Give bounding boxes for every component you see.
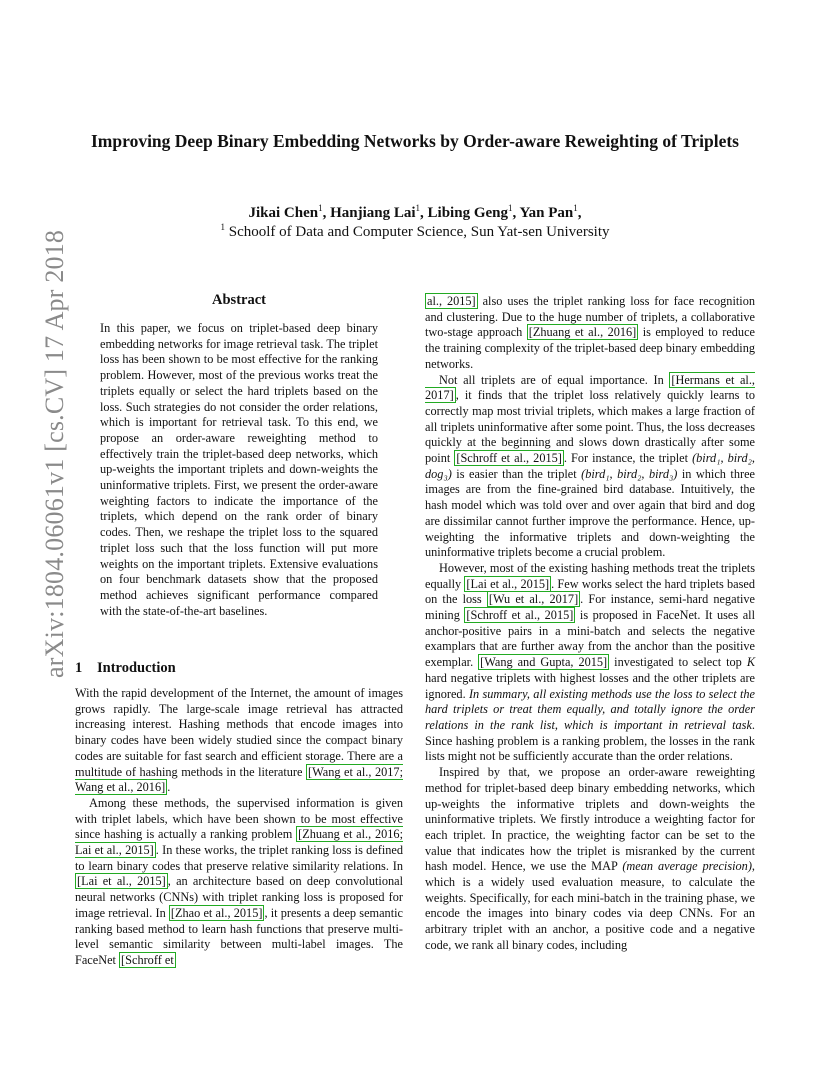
emphasized-text: (bird₁, bird₂, bird₃) [581,466,678,481]
citation-link[interactable]: [Zhuang et al., 2016] [528,325,637,340]
section-number: 1 [75,660,83,676]
citation-link[interactable]: [Wang and Gupta, 2015] [480,655,608,670]
left-column-body [75,686,403,969]
citation-link[interactable]: [Zhao et al., 2015] [170,905,263,920]
intro-paragraph-5 [425,765,755,953]
intro-paragraph-3 [425,373,755,561]
body-text: in which three images are from the fine-grained bird database. Intuitively, the hash model which was told over and over again that bird and dog are dissimilar cannot further improve the performance. Hence, up-weighting the informative triplets and down-weighting the uninformative triplets become a crucial problem. [425,466,755,560]
body-text: is proposed in FaceNet. It uses all anchor-positive pairs in a mini-batch and selects the negative examplars that are further away from the anchor than the positive exemplar. [425,608,756,670]
right-column-body [425,294,755,954]
author-name: Jikai Chen [248,205,319,221]
section-title: Introduction [97,660,176,676]
body-text: However, most of the existing hashing methods treat the triplets equally [425,560,755,591]
author-affiliation-mark: 1 [573,203,578,213]
abstract-text [100,321,378,619]
citation-link[interactable]: [Zhuang et al., 2016; Lai et al., 2015] [75,827,403,858]
body-text: , an architecture based on deep convolutional neural networks (CNNs) with triplet ranking loss is proposed for image retrieval. In [75,874,403,920]
emphasized-text: In summary, all existing methods use the loss to select the hard triplets or treat them equally, and totally ignore the order relations in the rank list, which is important in retrieval task [425,686,755,732]
body-text: . Few works select the hard triplets based on the loss [425,576,755,607]
body-text: investigated to select top [609,655,747,670]
body-text: is employed to reduce the training complexity of the triplet-based deep binary embedding networks. [425,325,755,371]
author-name: Hanjiang Lai [330,205,416,221]
abstract-paragraph: In this paper, we focus on triplet-based deep binary embedding networks for image retrieval task. The triplet loss has been shown to be most effective for the ranking problem. However, most of the previous works treat the triplets equally or select the hard triplets based on the loss. Such strategies do not consider the order relations, which is important for retrieval task. To this end, we propose an order-aware reweighting method to effectively train the triplet-based deep networks, which up-weights the important triplets and down-weights the uninformative triplets. First, we present the order-aware weighting factors to indicate the importance of the triplets, which depend on the rank order of binary codes. Then, we reshape the triplet loss to the squared triplet loss such that the loss function will put more weights on the important triplets. Extensive evaluations on four benchmark datasets show that the proposed method achieves significant performance compared with the state-of-the-art baselines. [100,321,378,618]
author-list: Jikai Chen$^1$, Hanjiang Lai$^1$, Libing Geng$^1$, Yan Pan$^1$, [248,203,582,221]
body-text: also uses the triplet ranking loss for face recognition and clustering. Due to the huge number of triplets, a collaborative two-stage approach [425,294,755,340]
citation-link[interactable]: [Lai et al., 2015] [77,874,166,889]
citation-link[interactable]: [Schroff et [121,952,174,967]
affiliation-text: Schoolf of Data and Computer Science, Sun Yat-sen University [228,224,610,240]
emphasized-text: (bird₁, bird₂, dog₃) [425,451,755,481]
intro-paragraph-2-continued [425,294,755,373]
arxiv-identifier: arXiv:1804.06061v1 [cs.CV] 17 Apr 2018 [40,229,69,678]
body-text: , it finds that the triplet loss relatively quickly learns to correctly map most trivial triplets, which makes a large fraction of all triplets uninformative after some point. Thus, the loss decreases quickly at the beginning and slows down drastically after some point [425,388,755,466]
citation-link[interactable]: [Wang et al., 2017; Wang et al., 2016] [75,764,403,795]
body-text: hard negative triplets with highest losses and the other triplets are ignored. [425,670,755,701]
intro-paragraph-2 [75,796,403,969]
citation-link[interactable]: [Schroff et al., 2015] [456,451,562,466]
intro-paragraph-4 [425,561,755,765]
emphasized-text: (mean average precision) [622,859,752,874]
body-text: , it presents a deep semantic ranking based method to learn hash functions that preserve multi-level semantic similarity between multi-label images. The FaceNet [75,905,403,967]
body-text: . Since hashing problem is a ranking problem, the losses in the rank lists might not be sufficiently accurate than the order relations. [425,717,755,764]
body-text: , which is a widely used evaluation measure, to calculate the weights. Specifically, for each mini-batch in the training phase, we encode the images into binary codes via deep CNNs. For an arbitrary triplet with an anchor, a positive code and a negative code, we rank all binary codes, including [425,859,755,952]
affiliation-mark: 1 [220,222,225,232]
paper-title: Improving Deep Binary Embedding Networks by Order-aware Reweighting of Triplets [91,131,739,151]
intro-paragraph-1 [75,686,403,796]
body-text: . For instance, the triplet [563,451,693,466]
author-name: Libing Geng [427,205,508,221]
citation-link[interactable]: [Hermans et al., 2017] [425,372,755,403]
body-text: . For instance, semi-hard negative mining [425,592,756,623]
citation-link[interactable]: [Wu et al., 2017] [488,592,579,607]
citation-link[interactable]: [Schroff et al., 2015] [466,608,574,623]
body-text: Not all triplets are of equal importance. In [439,372,670,387]
body-text: . [167,780,171,795]
author-affiliation-mark: 1 [415,203,421,213]
body-text: . In these works, the triplet ranking loss is defined to learn binary codes that preserve relative similarity relations. In [75,843,403,873]
author-name: Yan Pan [519,205,574,221]
body-text: With the rapid development of the Internet, the amount of images grows rapidly. The large-scale image retrieval has attracted increasing interest. Hashing methods that encode images into binary codes have been widely studied since the compact binary codes are suitable for fast search and efficient storage. There are a multitude of hashing methods in the literature [75,686,403,779]
section-heading-introduction [75,660,403,677]
emphasized-text: K [746,655,756,670]
body-text: is easier than the triplet [451,466,582,481]
body-text: Among these methods, the supervised information is given with triplet labels, which have been shown to be most effective since hashing is actually a ranking problem [75,795,403,842]
body-text: Inspired by that, we propose an order-aware reweighting method for triplet-based deep binary embedding networks, which up-weights the informative triplets and down-weights the uninformative triplets. We firstly introduce a weighting factor for each triplet. In practice, the weighting factor can be set to the value that indicates how the triplet is misranked by the current hash model. Hence, we use the MAP [425,765,755,874]
abstract-heading: Abstract [212,292,266,308]
citation-link[interactable]: [Lai et al., 2015] [466,576,550,591]
affiliation [80,223,750,241]
author-affiliation-mark: 1 [318,203,323,213]
author-affiliation-mark: 1 [508,203,513,213]
citation-link[interactable]: al., 2015] [427,294,476,308]
